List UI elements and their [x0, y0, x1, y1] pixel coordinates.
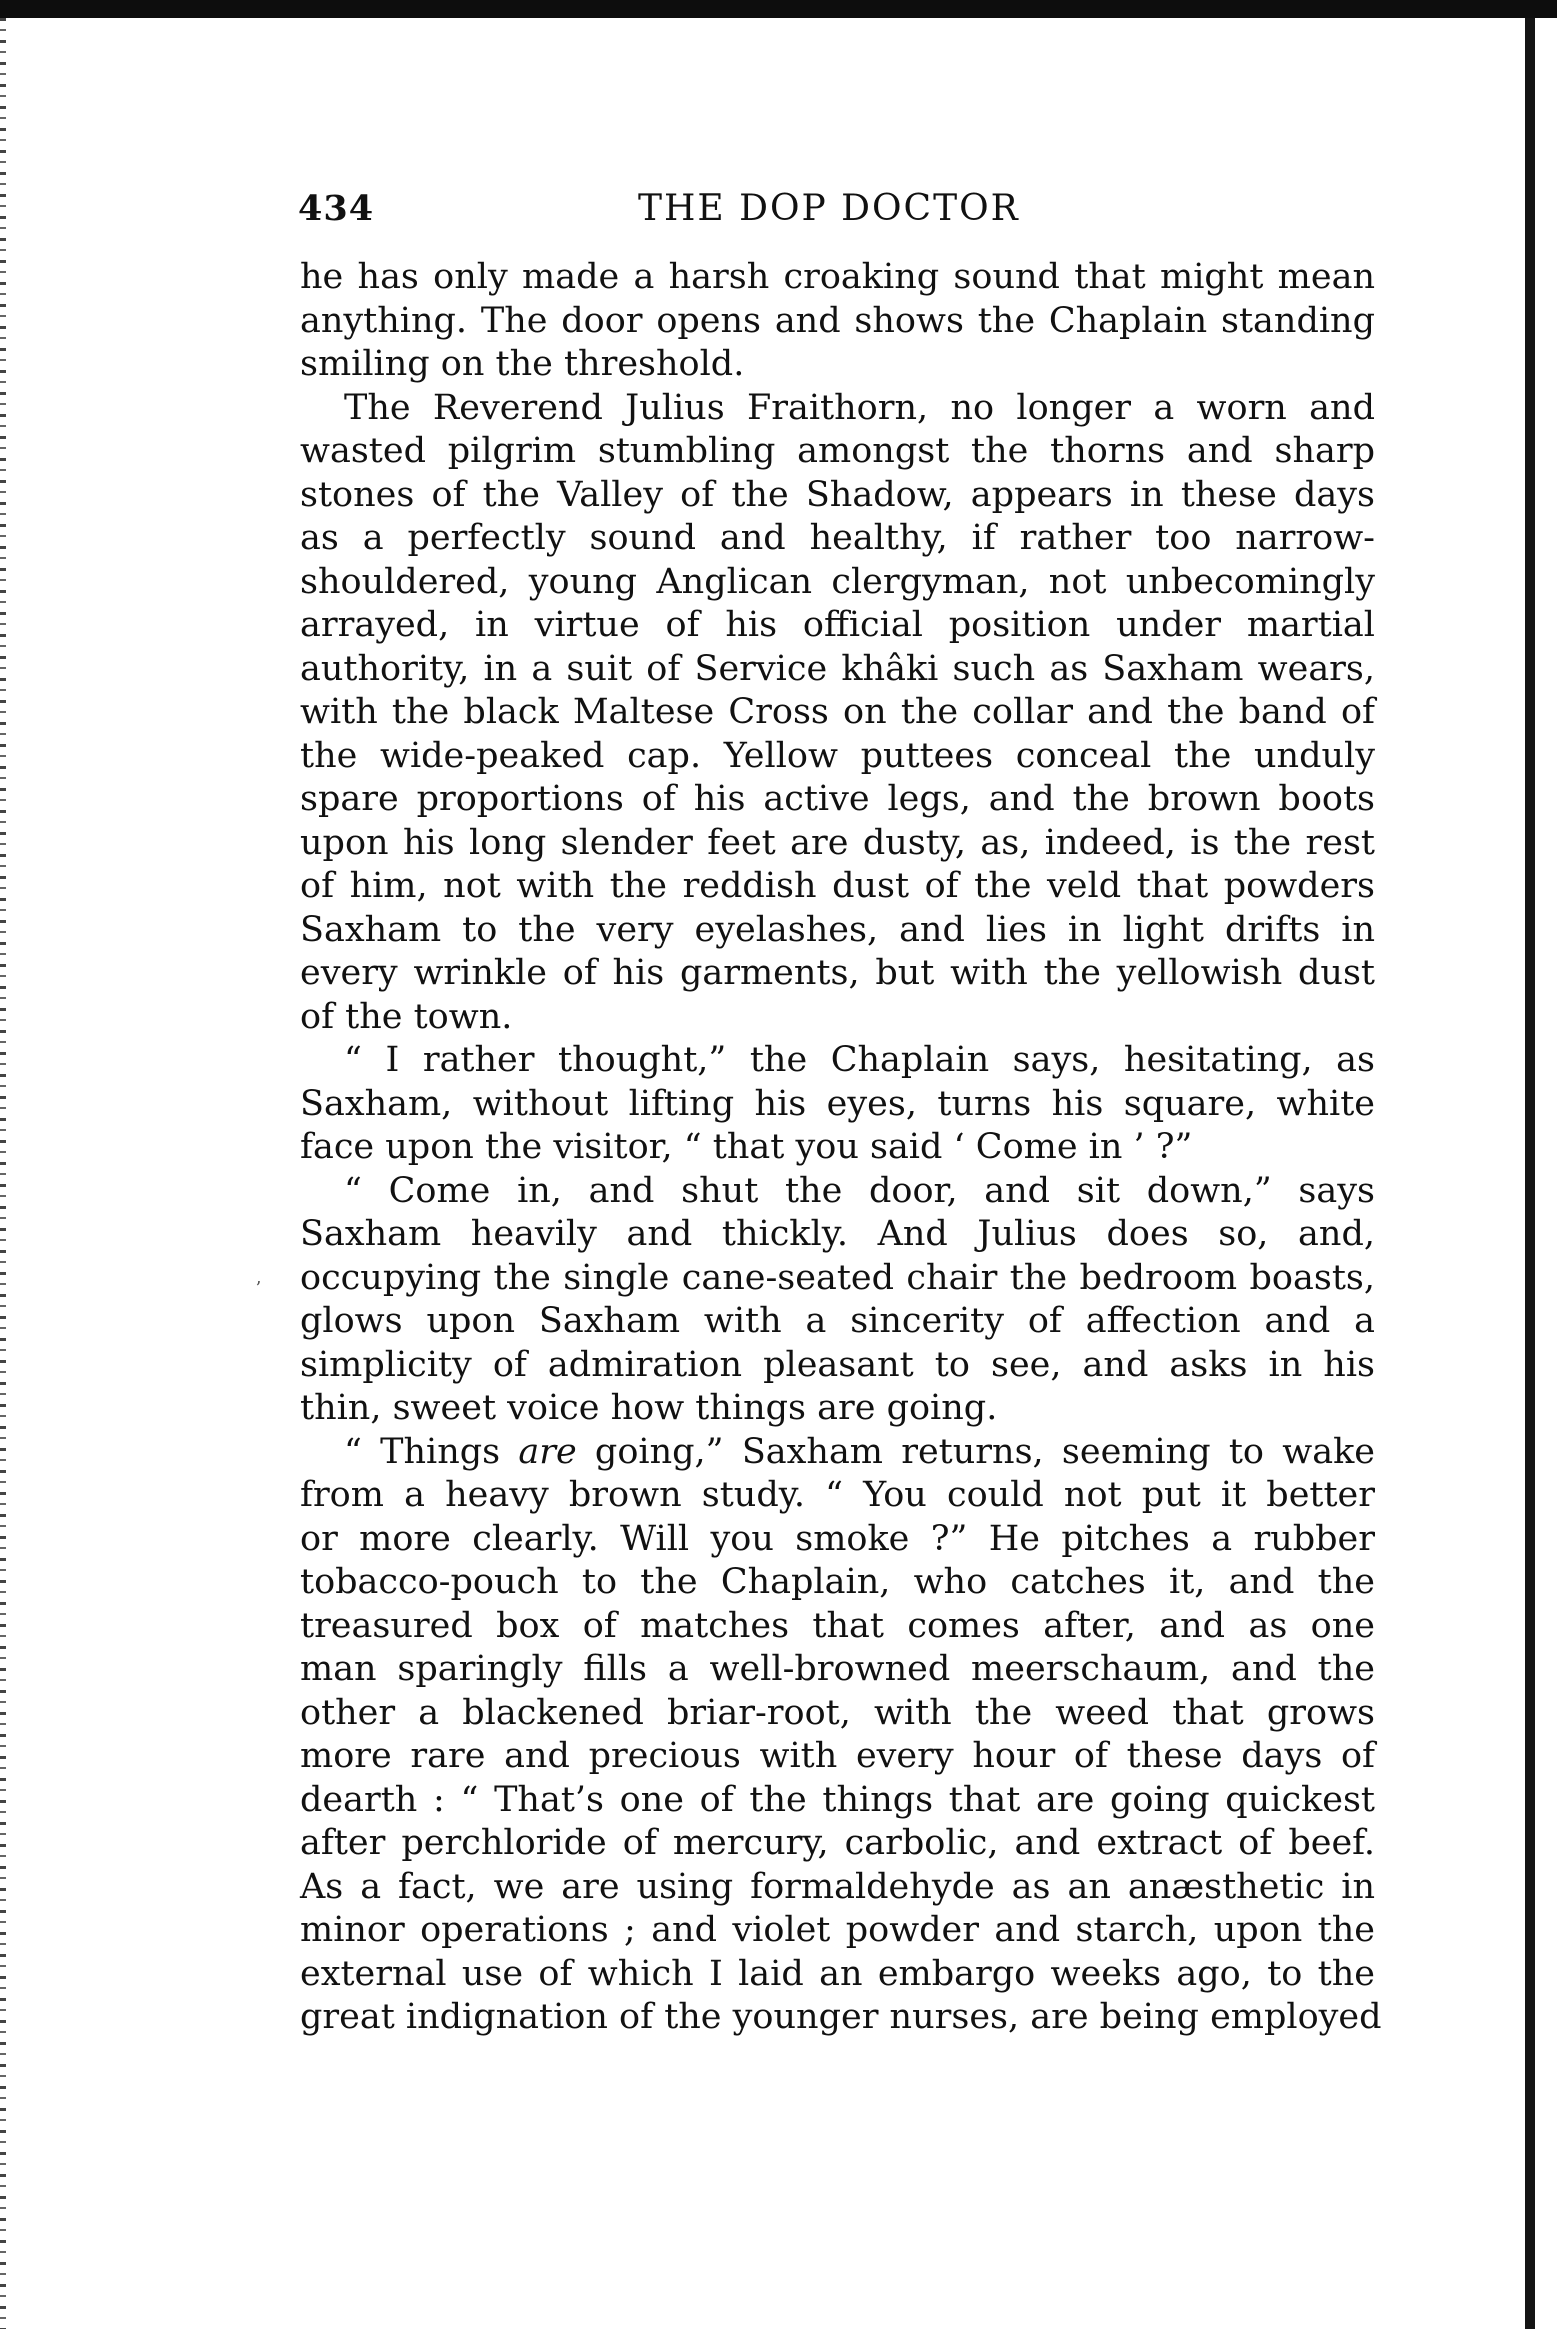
text-line: Saxham heavily and thickly. And Julius does so, and, [300, 1214, 1375, 1254]
text-line: from a heavy brown study. “ You could not put it better [300, 1475, 1375, 1515]
page-header [298, 188, 1373, 236]
text-line: of him, not with the reddish dust of the veld that powders [300, 866, 1375, 906]
text-line: simplicity of admiration pleasant to see, and asks in his [300, 1344, 1375, 1385]
text-line: he has only made a harsh croaking sound that might mean [300, 257, 1375, 297]
text-line: Saxham, without lifting his eyes, turns his square, white [300, 1083, 1375, 1124]
text-line: thin, sweet voice how things are going. [300, 1388, 998, 1428]
text-line: more rare and precious with every hour of these days of [300, 1736, 1375, 1776]
text-line: The Reverend Julius Fraithorn, no longer a worn and [344, 387, 1375, 428]
text-line: tobacco-pouch to the Chaplain, who catches it, and the [300, 1562, 1375, 1602]
page-number: 434 [298, 188, 375, 229]
text-line: upon his long slender feet are dusty, as, indeed, is the rest [300, 822, 1375, 863]
text-line: external use of which I laid an embargo weeks ago, to the [300, 1953, 1375, 1994]
text-line: or more clearly. Will you smoke ?” He pitches a rubber [300, 1518, 1375, 1559]
scan-top-border [0, 0, 1557, 18]
text-line: anything. The door opens and shows the Chaplain standing [300, 300, 1375, 341]
text-line: as a perfectly sound and healthy, if rather too narrow- [300, 518, 1375, 558]
text-line: As a fact, we are using formaldehyde as an anæsthetic in [300, 1866, 1375, 1907]
text-line: shouldered, young Anglican clergyman, not unbecomingly [300, 561, 1375, 602]
text-line: after perchloride of mercury, carbolic, and extract of beef. [300, 1823, 1375, 1863]
text-line: minor operations ; and violet powder and starch, upon the [300, 1910, 1375, 1950]
text-line: authority, in a suit of Service khâki such as Saxham wears, [300, 648, 1375, 689]
text-line: dearth : “ That’s one of the things that are going quickest [300, 1779, 1375, 1820]
text-line: “ Things are going,” Saxham returns, seeming to wake [344, 1431, 1375, 1472]
text-line: the wide-peaked cap. Yellow puttees conceal the unduly [300, 735, 1375, 776]
text-line: with the black Maltese Cross on the collar and the band of [300, 692, 1375, 732]
text-line: wasted pilgrim stumbling amongst the thorns and sharp [300, 431, 1375, 471]
text-line: great indignation of the younger nurses, are being employed [300, 1997, 1382, 2037]
text-line: smiling on the threshold. [300, 344, 745, 384]
scan-right-border [1525, 18, 1535, 2329]
text-line: of the town. [300, 996, 513, 1037]
running-title: THE DOP DOCTOR [638, 188, 1020, 229]
text-line: Saxham to the very eyelashes, and lies in light drifts in [300, 909, 1375, 950]
text-line: “ I rather thought,” the Chaplain says, hesitating, as [344, 1040, 1375, 1080]
text-line: every wrinkle of his garments, but with the yellowish dust [300, 953, 1375, 993]
scan-left-edge [0, 18, 6, 2329]
text-line: treasured box of matches that comes after, and as one [300, 1605, 1375, 1646]
text-line: “ Come in, and shut the door, and sit down,” says [344, 1170, 1375, 1211]
text-line: spare proportions of his active legs, and the brown boots [300, 779, 1375, 819]
emphasis: are [518, 1431, 577, 1472]
text-line: arrayed, in virtue of his official position under martial [300, 605, 1375, 645]
text-line: man sparingly fills a well-browned meerschaum, and the [300, 1649, 1375, 1689]
body-text [300, 256, 1382, 2040]
text-line: glows upon Saxham with a sincerity of affection and a [300, 1301, 1375, 1341]
stray-mark: ʼ [255, 1278, 261, 1299]
text-line: other a blackened briar-root, with the weed that grows [300, 1692, 1375, 1733]
text-line: stones of the Valley of the Shadow, appears in these days [300, 474, 1375, 515]
text-line: face upon the visitor, “ that you said ‘ Come in ’ ?” [300, 1127, 1193, 1167]
text-line: occupying the single cane-seated chair the bedroom boasts, [300, 1257, 1375, 1298]
